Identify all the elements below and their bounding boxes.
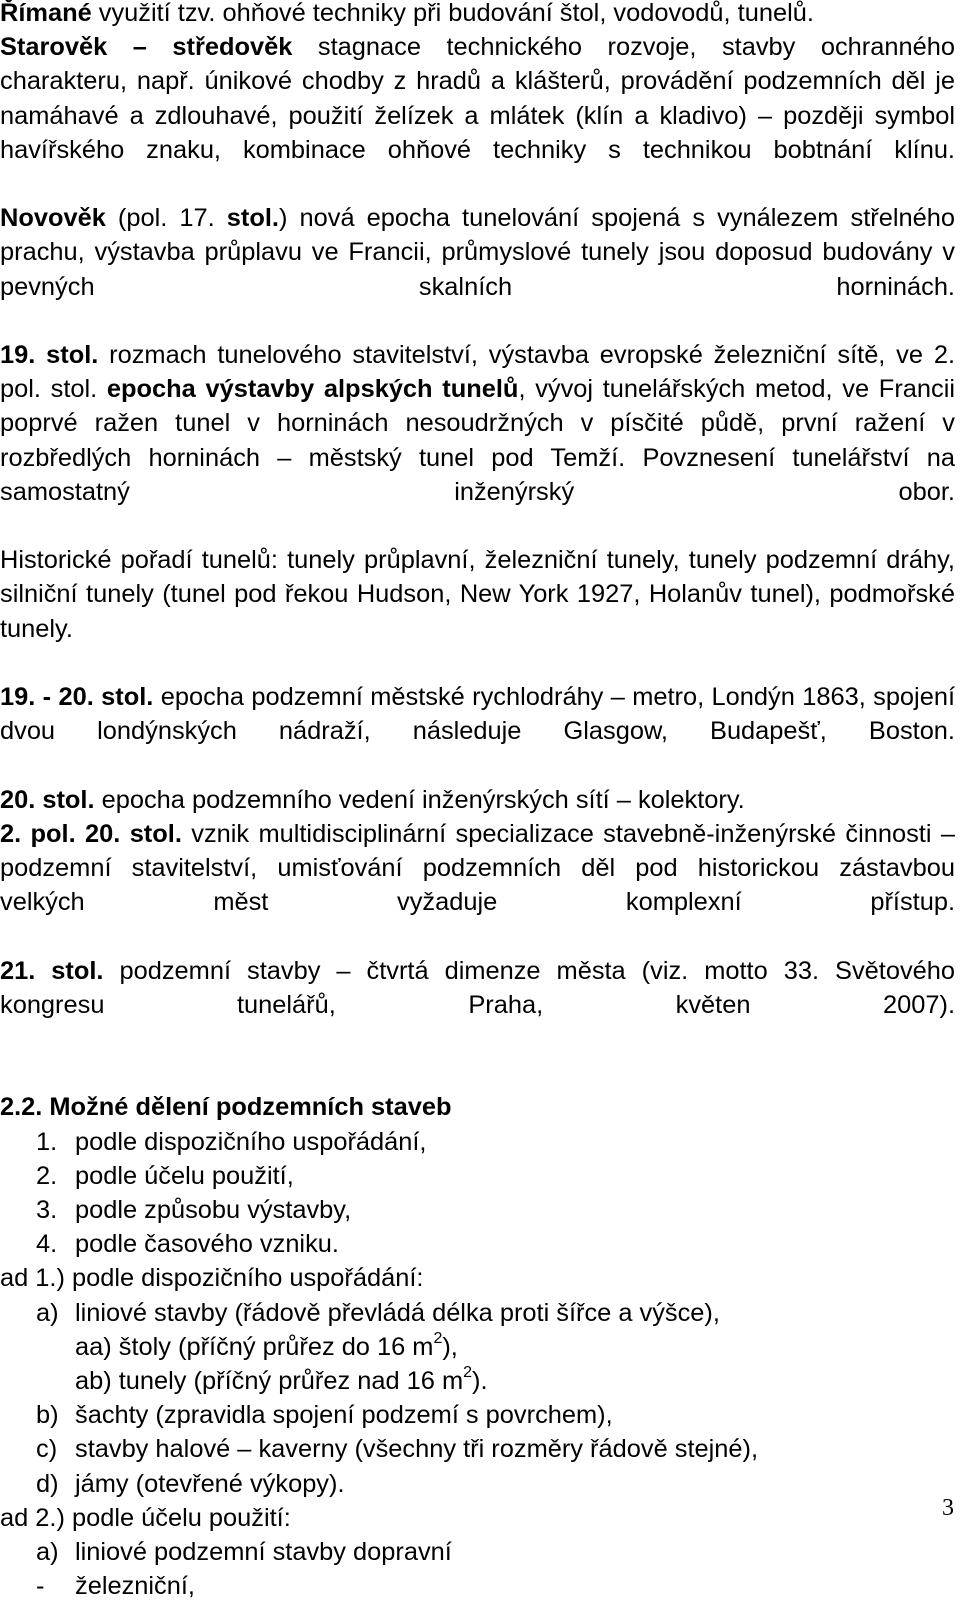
era-label: 20. stol. bbox=[0, 785, 95, 814]
ad2-list bbox=[0, 1535, 955, 1603]
paragraph-text: využití tzv. ohňové techniky při budování štol, vodovodů, tunelů. bbox=[91, 0, 814, 27]
paragraph-text: rozmach tunelového stavitelství, výstavba evropské železniční sítě, ve 2. pol. stol. bbox=[0, 341, 955, 404]
section-heading: 2.2. Možné dělení podzemních staveb bbox=[0, 1093, 452, 1122]
paragraph-19-20-stol bbox=[0, 680, 955, 783]
era-label: 19. - 20. stol. bbox=[0, 683, 154, 712]
emphasis-text: epocha výstavby alpských tunelů bbox=[106, 375, 519, 404]
paragraph-text: epocha podzemní městské rychlodráhy – metro, Londýn 1863, spojení dvou londýnských nádraží, následuje Glasgow, Budapešť, Boston. bbox=[0, 683, 955, 746]
superscript: 2 bbox=[433, 1330, 443, 1348]
paragraph-text: Historické pořadí tunelů: tunely průplavní, železniční tunely, tunely podzemní dráhy, silniční tunely (tunel pod řekou Hudson, New York 1927, Holanův tunel), podmořské tunely. bbox=[0, 546, 955, 643]
list-letter: a) bbox=[36, 1298, 59, 1327]
list-number: 4. bbox=[36, 1230, 58, 1259]
list-item bbox=[0, 1535, 955, 1569]
sub-item-text: ). bbox=[472, 1366, 488, 1395]
list-item bbox=[0, 1125, 955, 1159]
era-label: 21. stol. bbox=[0, 956, 104, 985]
list-text: podle způsobu výstavby, bbox=[75, 1195, 352, 1224]
ad2-title: ad 2.) podle účelu použití: bbox=[0, 1503, 291, 1532]
sub-item-text: ), bbox=[442, 1332, 458, 1361]
paragraph-21-stol bbox=[0, 954, 955, 1057]
era-label: 2. pol. 20. stol. bbox=[0, 819, 182, 848]
era-label: Novověk bbox=[0, 204, 106, 233]
paragraph-text: vznik multidisciplinární specializace stavebně-inženýrské činnosti – podzemní stavitelství, umisťování podzemních děl pod historickou zástavbou velkých měst vyžaduje komplexní přístup. bbox=[0, 819, 955, 917]
paragraph-starovek bbox=[0, 30, 955, 201]
list-letter: b) bbox=[36, 1401, 59, 1430]
sub-item-text: ab) tunely (příčný průřez nad 16 m bbox=[75, 1366, 464, 1395]
list-text: podle účelu použití, bbox=[75, 1161, 294, 1190]
list-item bbox=[0, 1398, 955, 1432]
paragraph-text: epocha podzemního vedení inženýrských sítí – kolektory. bbox=[94, 785, 745, 814]
paragraph-novovek bbox=[0, 201, 955, 338]
list-letter: d) bbox=[36, 1469, 59, 1498]
list-letter: c) bbox=[36, 1435, 58, 1464]
sub-item-text: aa) štoly (příčný průřez do 16 m bbox=[75, 1332, 434, 1361]
superscript: 2 bbox=[463, 1364, 473, 1382]
list-dash: - bbox=[36, 1572, 45, 1601]
ad1-list-cont bbox=[0, 1398, 955, 1501]
list-text: železniční, bbox=[75, 1572, 195, 1601]
ad1-title: ad 1.) podle dispozičního uspořádání: bbox=[0, 1264, 424, 1293]
list-number: 2. bbox=[36, 1161, 58, 1190]
era-label-suffix: stol. bbox=[226, 204, 279, 233]
paragraph-text: stagnace technického rozvoje, stavby ochranného charakteru, např. únikové chodby z hradů a klášterů, provádění podzemních děl je namáhavé a zdlouhavé, použití želízek a mlátek (klín a kladivo) – později symbol havířského znaku, kombinace ohňové techniky s technikou bobtnání klínu. bbox=[0, 33, 955, 164]
sub-item-ab bbox=[0, 1364, 955, 1398]
paragraph-historicke-poradi bbox=[0, 543, 955, 680]
paragraph-2-pol-20-stol bbox=[0, 817, 955, 954]
list-item bbox=[0, 1227, 955, 1261]
era-label: 19. stol. bbox=[0, 341, 99, 370]
list-item bbox=[0, 1159, 955, 1193]
paragraph-20-stol bbox=[0, 783, 955, 817]
sub-item-aa bbox=[0, 1330, 955, 1364]
list-text: liniové stavby (řádově převládá délka proti šířce a výšce), bbox=[75, 1298, 720, 1327]
list-letter: a) bbox=[36, 1537, 59, 1566]
division-list bbox=[0, 1125, 955, 1262]
paragraph-text: podzemní stavby – čtvrtá dimenze města (viz. motto 33. Světového kongresu tunelářů, Praha, květen 2007). bbox=[0, 956, 955, 1019]
list-item bbox=[0, 1467, 955, 1501]
page-number: 3 bbox=[942, 1495, 954, 1521]
list-text: liniové podzemní stavby dopravní bbox=[75, 1537, 452, 1566]
list-text: podle časového vzniku. bbox=[75, 1230, 339, 1259]
list-text: šachty (zpravidla spojení podzemí s povrchem), bbox=[75, 1401, 613, 1430]
paragraph-text: (pol. 17. bbox=[105, 204, 227, 233]
list-text: stavby halové – kaverny (všechny tři rozměry řádově stejné), bbox=[75, 1435, 759, 1464]
list-number: 3. bbox=[36, 1195, 58, 1224]
era-label: Římané bbox=[0, 0, 92, 27]
list-number: 1. bbox=[36, 1127, 58, 1156]
paragraph-19-stol bbox=[0, 338, 955, 543]
list-text: jámy (otevřené výkopy). bbox=[75, 1469, 345, 1498]
era-label: Starověk – středověk bbox=[0, 33, 293, 62]
list-item bbox=[0, 1193, 955, 1227]
paragraph-text: ) nová epocha tunelování spojená s vynálezem střelného prachu, výstavba průplavu ve Francii, průmyslové tunely jsou doposud budovány v pevných skalních horninách. bbox=[0, 204, 955, 301]
list-item bbox=[0, 1432, 955, 1466]
paragraph-rimane bbox=[0, 0, 955, 30]
list-item bbox=[0, 1569, 955, 1603]
list-item bbox=[0, 1296, 955, 1330]
list-text: podle dispozičního uspořádání, bbox=[75, 1127, 427, 1156]
paragraph-text: , vývoj tunelářských metod, ve Francii poprvé ražen tunel v horninách nesoudržných v písčité půdě, první ražení v rozbředlých horninách – městský tunel pod Temží. Povznesení tunelářství na samostatný inženýrský obor. bbox=[0, 375, 955, 506]
ad1-list bbox=[0, 1296, 955, 1330]
